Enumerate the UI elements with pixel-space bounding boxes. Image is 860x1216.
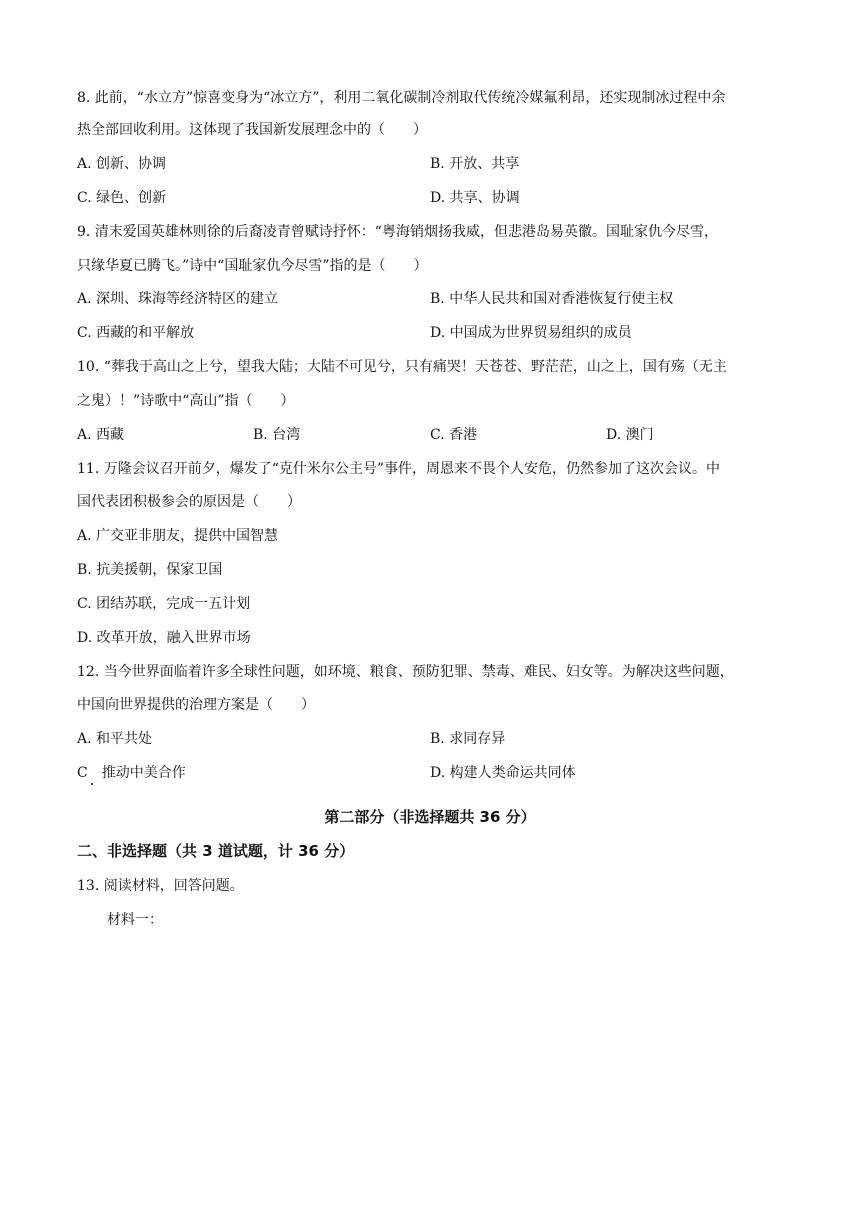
section-2-title: 二、非选择题（共 3 道试题，计 36 分） [77, 842, 355, 860]
question-13-line-1: 13. 阅读材料，回答问题。 [77, 878, 244, 894]
question-12-option-b: B. 求同存异 [430, 731, 506, 747]
question-13-material-1-label: 材料一： [107, 912, 163, 928]
part-2-title: 第二部分（非选择题共 36 分） [324, 808, 536, 826]
question-11-option-d: D. 改革开放，融入世界市场 [77, 630, 251, 646]
question-8-option-d: D. 共享、协调 [430, 190, 520, 206]
stray-dot-mark [91, 783, 93, 785]
question-12-option-d: D. 构建人类命运共同体 [430, 765, 576, 781]
question-10-option-a: A. 西藏 [77, 427, 125, 443]
question-8-option-c: C. 绿色、创新 [77, 190, 167, 206]
question-8-option-a: A. 创新、协调 [77, 156, 167, 172]
question-11-option-b: B. 抗美援朝，保家卫国 [77, 562, 223, 578]
question-12-option-a: A. 和平共处 [77, 731, 153, 747]
question-10-option-c: C. 香港 [430, 427, 478, 443]
question-11-option-a: A. 广交亚非朋友，提供中国智慧 [77, 528, 279, 544]
question-9-line-1: 9. 清末爱国英雄林则徐的后裔凌青曾赋诗抒怀：“粤海销烟扬我威，但悲港岛易英徽。国耻家仇今尽雪， [77, 224, 718, 240]
question-9-option-d: D. 中国成为世界贸易组织的成员 [430, 325, 632, 341]
question-10-line-2: 之鬼）！”诗歌中“高山”指（ ） [77, 393, 295, 409]
question-11-option-c: C. 团结苏联，完成一五计划 [77, 596, 251, 612]
question-9-line-2: 只缘华夏已腾飞。”诗中“国耻家仇今尽雪”指的是（ ） [77, 258, 428, 274]
question-10-option-b: B. 台湾 [253, 427, 301, 443]
question-8-line-2: 热全部回收利用。这体现了我国新发展理念中的（ ） [77, 122, 427, 138]
question-8-option-b: B. 开放、共享 [430, 156, 520, 172]
question-11-line-1: 11. 万隆会议召开前夕，爆发了“克什米尔公主号”事件，周恩来不畏个人安危，仍然参加了这次会议。中 [77, 461, 721, 477]
question-8-line-1: 8. 此前，“水立方”惊喜变身为“冰立方”，利用二氧化碳制冷剂取代传统冷媒氟利昂，还实现制冰过程中余 [77, 90, 726, 106]
question-12-line-1: 12. 当今世界面临着许多全球性问题，如环境、粮食、预防犯罪、禁毒、难民、妇女等。为解决这些问题， [77, 664, 734, 680]
question-12-option-c: C 推动中美合作 [77, 765, 186, 781]
question-9-option-c: C. 西藏的和平解放 [77, 325, 195, 341]
question-12-line-2: 中国向世界提供的治理方案是（ ） [77, 697, 315, 713]
question-11-line-2: 国代表团积极参会的原因是（ ） [77, 494, 301, 510]
question-10-line-1: 10. “葬我于高山之上兮，望我大陆；大陆不可见兮，只有痛哭！天苍苍、野茫茫，山之上，国有殇（无主 [77, 359, 727, 375]
question-9-option-b: B. 中华人民共和国对香港恢复行使主权 [430, 291, 674, 307]
question-9-option-a: A. 深圳、珠海等经济特区的建立 [77, 291, 279, 307]
question-10-option-d: D. 澳门 [606, 427, 654, 443]
